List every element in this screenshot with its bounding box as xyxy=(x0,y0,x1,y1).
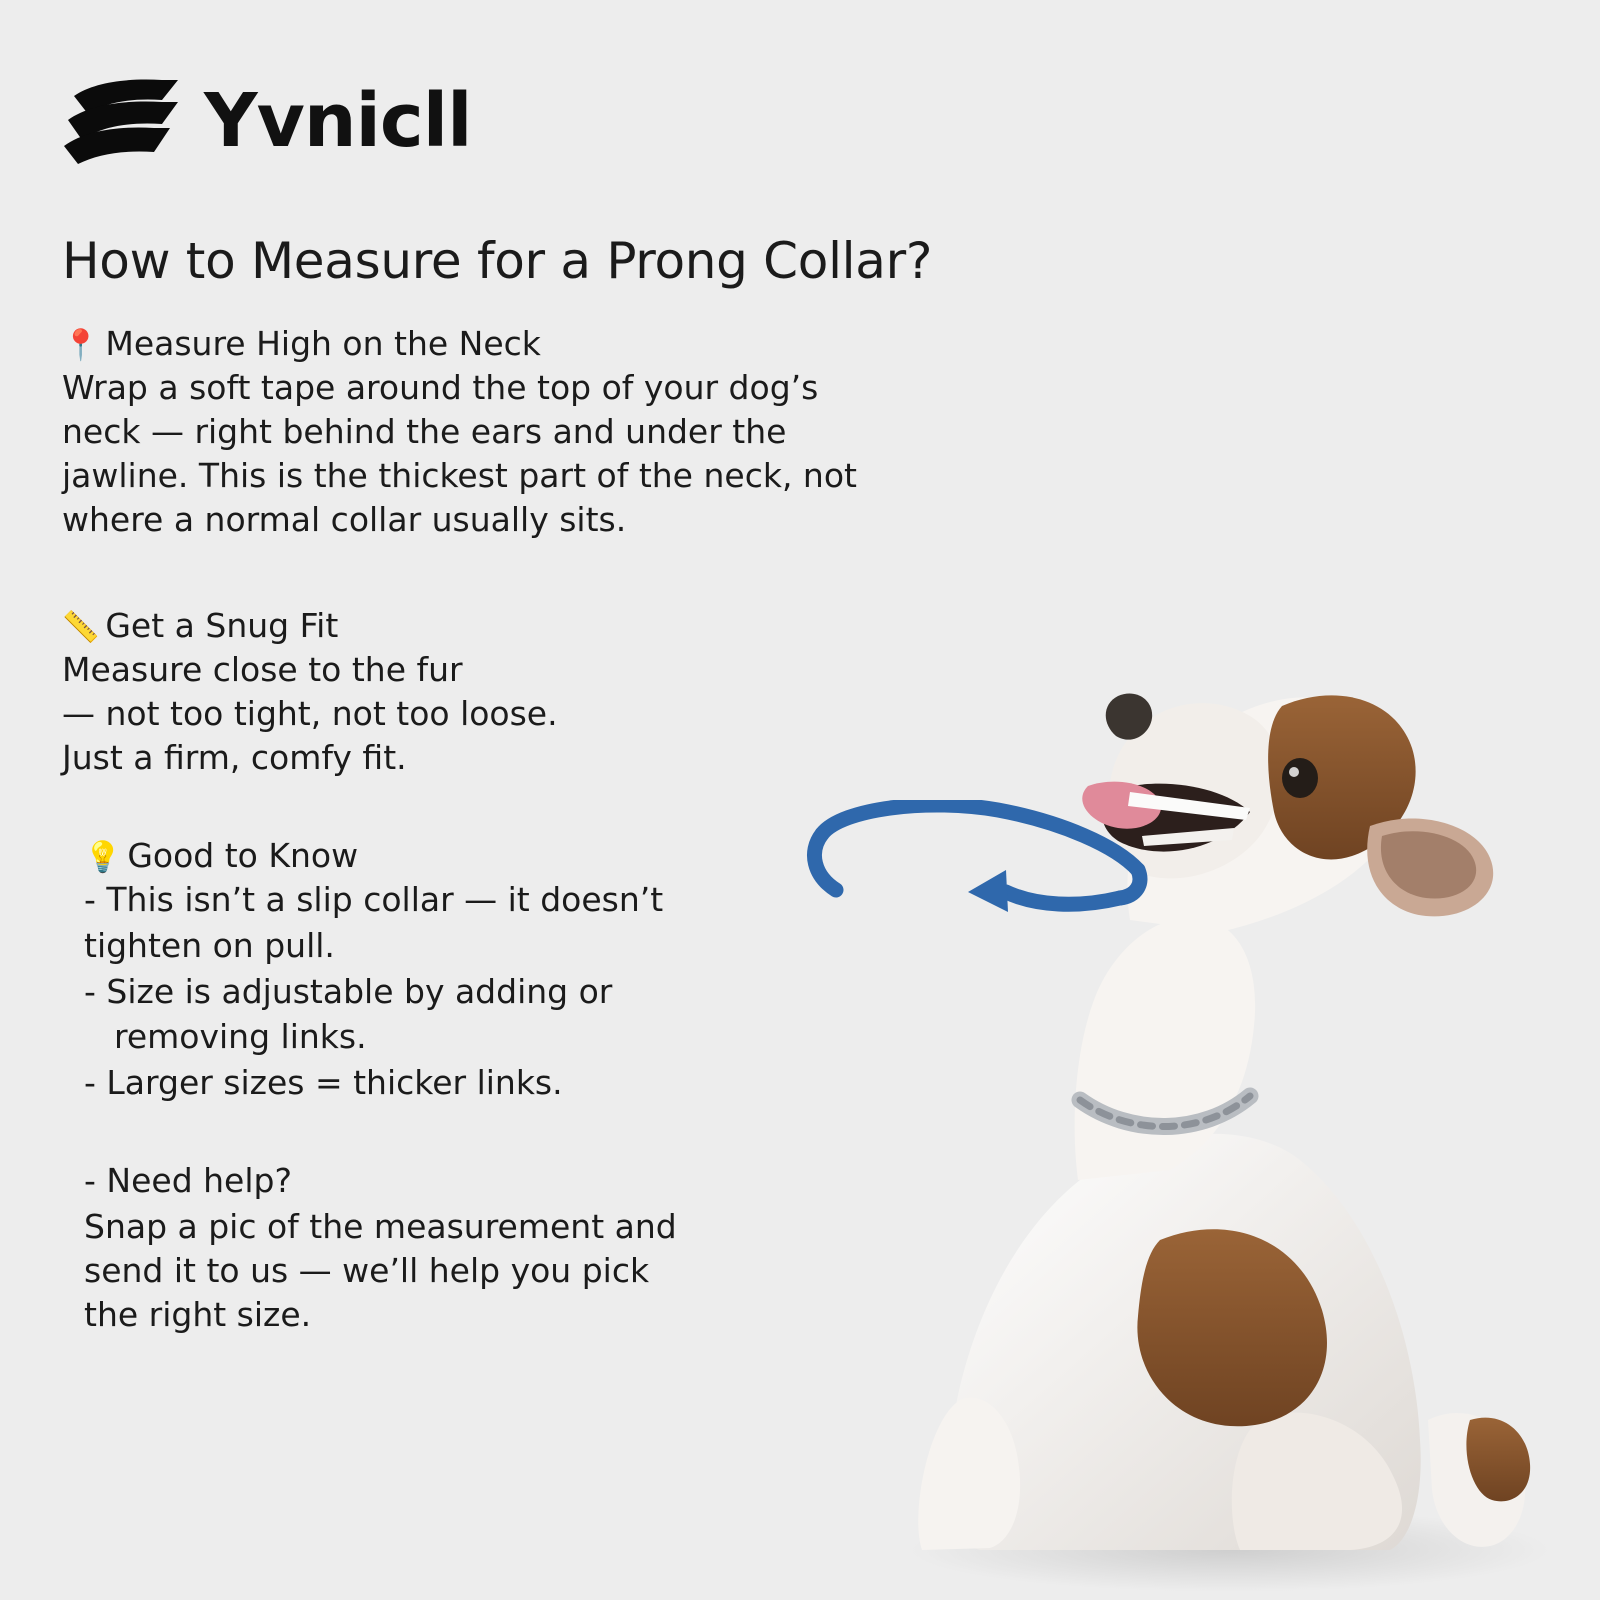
section-body: Wrap a soft tape around the top of your dog’s neck — right behind the ears and under the jawline. This is the thickest part of the neck, not where a normal collar usually sits. xyxy=(62,368,857,539)
list-item: removing links. xyxy=(114,1017,367,1057)
brand-name: Yvnicll xyxy=(204,78,472,164)
section-title-row xyxy=(62,322,872,366)
section-title: Good to Know xyxy=(127,835,359,875)
section-need-help xyxy=(62,1159,872,1337)
ruler-icon: 📏 xyxy=(62,609,100,645)
need-help-line: the right size. xyxy=(84,1294,312,1334)
section-title: Measure High on the Neck xyxy=(105,324,541,363)
section-snug-fit xyxy=(62,604,872,780)
list-item: - Larger sizes = thicker links. xyxy=(84,1063,563,1103)
section-title-row xyxy=(62,834,872,878)
section-title-row xyxy=(62,604,872,648)
instructions-column xyxy=(62,322,872,1337)
pushpin-icon: 📍 xyxy=(62,328,100,363)
lightbulb-icon: 💡 xyxy=(84,839,122,875)
list-item: tighten on pull. xyxy=(84,925,335,965)
good-to-know-list xyxy=(62,878,872,1105)
section-good-to-know xyxy=(62,834,872,1106)
section-body-line: — not too tight, not too loose. xyxy=(62,693,558,733)
need-help-title: - Need help? xyxy=(84,1161,292,1201)
dog-photo xyxy=(830,540,1590,1600)
list-item: - This isn’t a slip collar — it doesn’t xyxy=(84,879,664,919)
section-title: Get a Snug Fit xyxy=(105,605,339,645)
brand-lockup xyxy=(62,78,471,164)
neck-measurement-arrow-icon xyxy=(800,800,1180,920)
need-help-line: Snap a pic of the measurement and xyxy=(84,1207,677,1247)
section-measure-high xyxy=(62,322,872,542)
need-help-line: send it to us — we’ll help you pick xyxy=(84,1250,650,1290)
section-body-line: Measure close to the fur xyxy=(62,649,463,689)
list-item: - Size is adjustable by adding or xyxy=(84,971,613,1011)
page-title: How to Measure for a Prong Collar? xyxy=(62,232,933,290)
section-body-line: Just a firm, comfy fit. xyxy=(62,737,407,777)
stacked-stripes-logo-icon xyxy=(62,78,192,164)
